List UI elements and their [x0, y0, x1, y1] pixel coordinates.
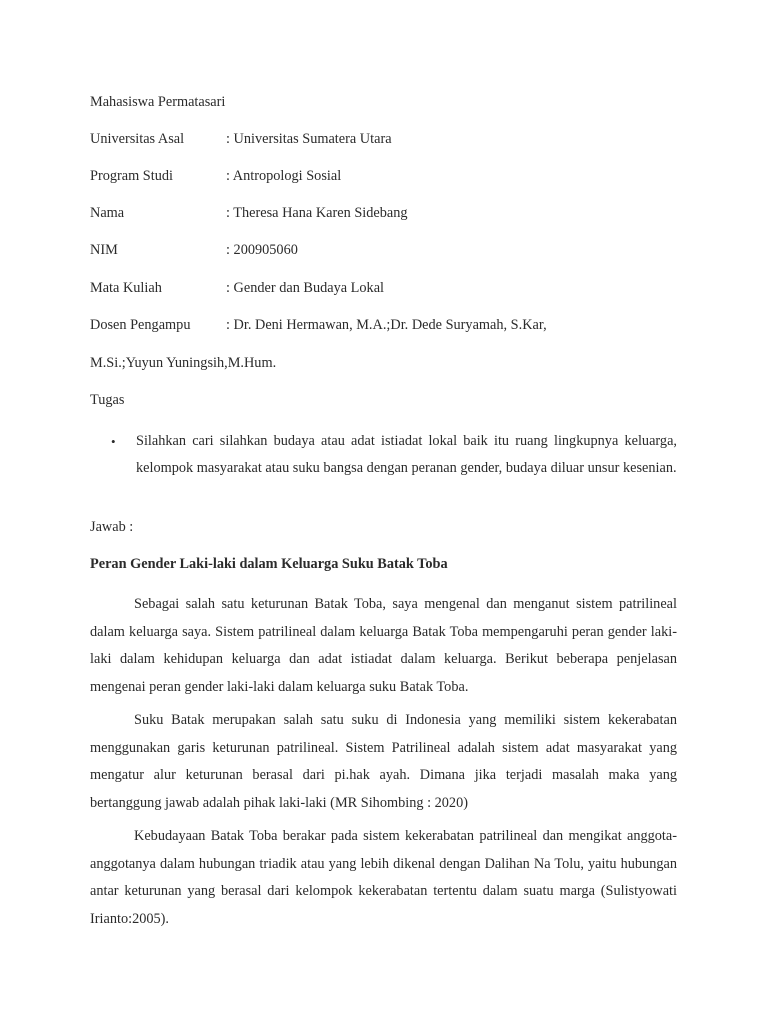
info-value: : 200905060: [226, 242, 298, 258]
info-label: Universitas Asal: [90, 131, 185, 147]
paragraph-3: Kebudayaan Batak Toba berakar pada sistem kekerabatan patrilineal dan mengikat anggota-anggotanya dalam hubungan triadik atau yang lebih dikenal dengan Dalihan Na Tolu, yaitu hubungan antar keturunan yang berasal dari kelompok kekerabatan tertentu dalam suatu marga (Sulistyowati Irianto:2005).: [90, 828, 677, 927]
info-value: : Dr. Deni Hermawan, M.A.;Dr. Dede Suryamah, S.Kar,: [226, 317, 547, 333]
info-value: : Antropologi Sosial: [226, 168, 342, 184]
student-title-line: Mahasiswa Permatasari: [90, 94, 226, 110]
info-value: : Theresa Hana Karen Sidebang: [226, 205, 408, 221]
info-label: Program Studi: [90, 168, 174, 184]
paragraph-2: Suku Batak merupakan salah satu suku di Indonesia yang memiliki sistem kekerabatan menggunakan garis keturunan patrilineal. Sistem Patrilineal adalah sistem adat masyarakat yang mengatur alur keturunan berasal dari pi.hak ayah. Dimana jika terjadi masalah maka yang bertanggung jawab adalah pihak laki-laki (MR Sihombing : 2020): [90, 712, 677, 811]
tugas-label: Tugas: [90, 392, 125, 408]
info-value: : Gender dan Budaya Lokal: [226, 280, 385, 296]
info-label: NIM: [90, 242, 118, 258]
bullet-icon: •: [111, 434, 116, 449]
jawab-label: Jawab :: [90, 519, 134, 535]
info-label: Nama: [90, 205, 125, 221]
info-value: : Universitas Sumatera Utara: [226, 131, 392, 147]
paragraph-1: Sebagai salah satu keturunan Batak Toba, saya mengenal dan menganut sistem patrilineal dalam keluarga saya. Sistem patrilineal dalam keluarga Batak Toba mempengaruhi peran gender laki-laki dalam kehidupan keluarga dan adat istiadat dalam keluarga. Berikut beberapa penjelasan mengenai peran gender laki-laki dalam keluarga suku Batak Toba.: [90, 596, 677, 695]
dosen-continuation: M.Si.;Yuyun Yuningsih,M.Hum.: [90, 355, 277, 371]
tugas-item: Silahkan cari silahkan budaya atau adat istiadat lokal baik itu ruang lingkupnya keluarga, kelompok masyarakat atau suku bangsa dengan peranan gender, budaya diluar unsur kesenian.: [136, 433, 677, 476]
section-heading: Peran Gender Laki-laki dalam Keluarga Suku Batak Toba: [90, 556, 448, 572]
info-label: Dosen Pengampu: [90, 317, 191, 333]
info-label: Mata Kuliah: [90, 280, 162, 296]
